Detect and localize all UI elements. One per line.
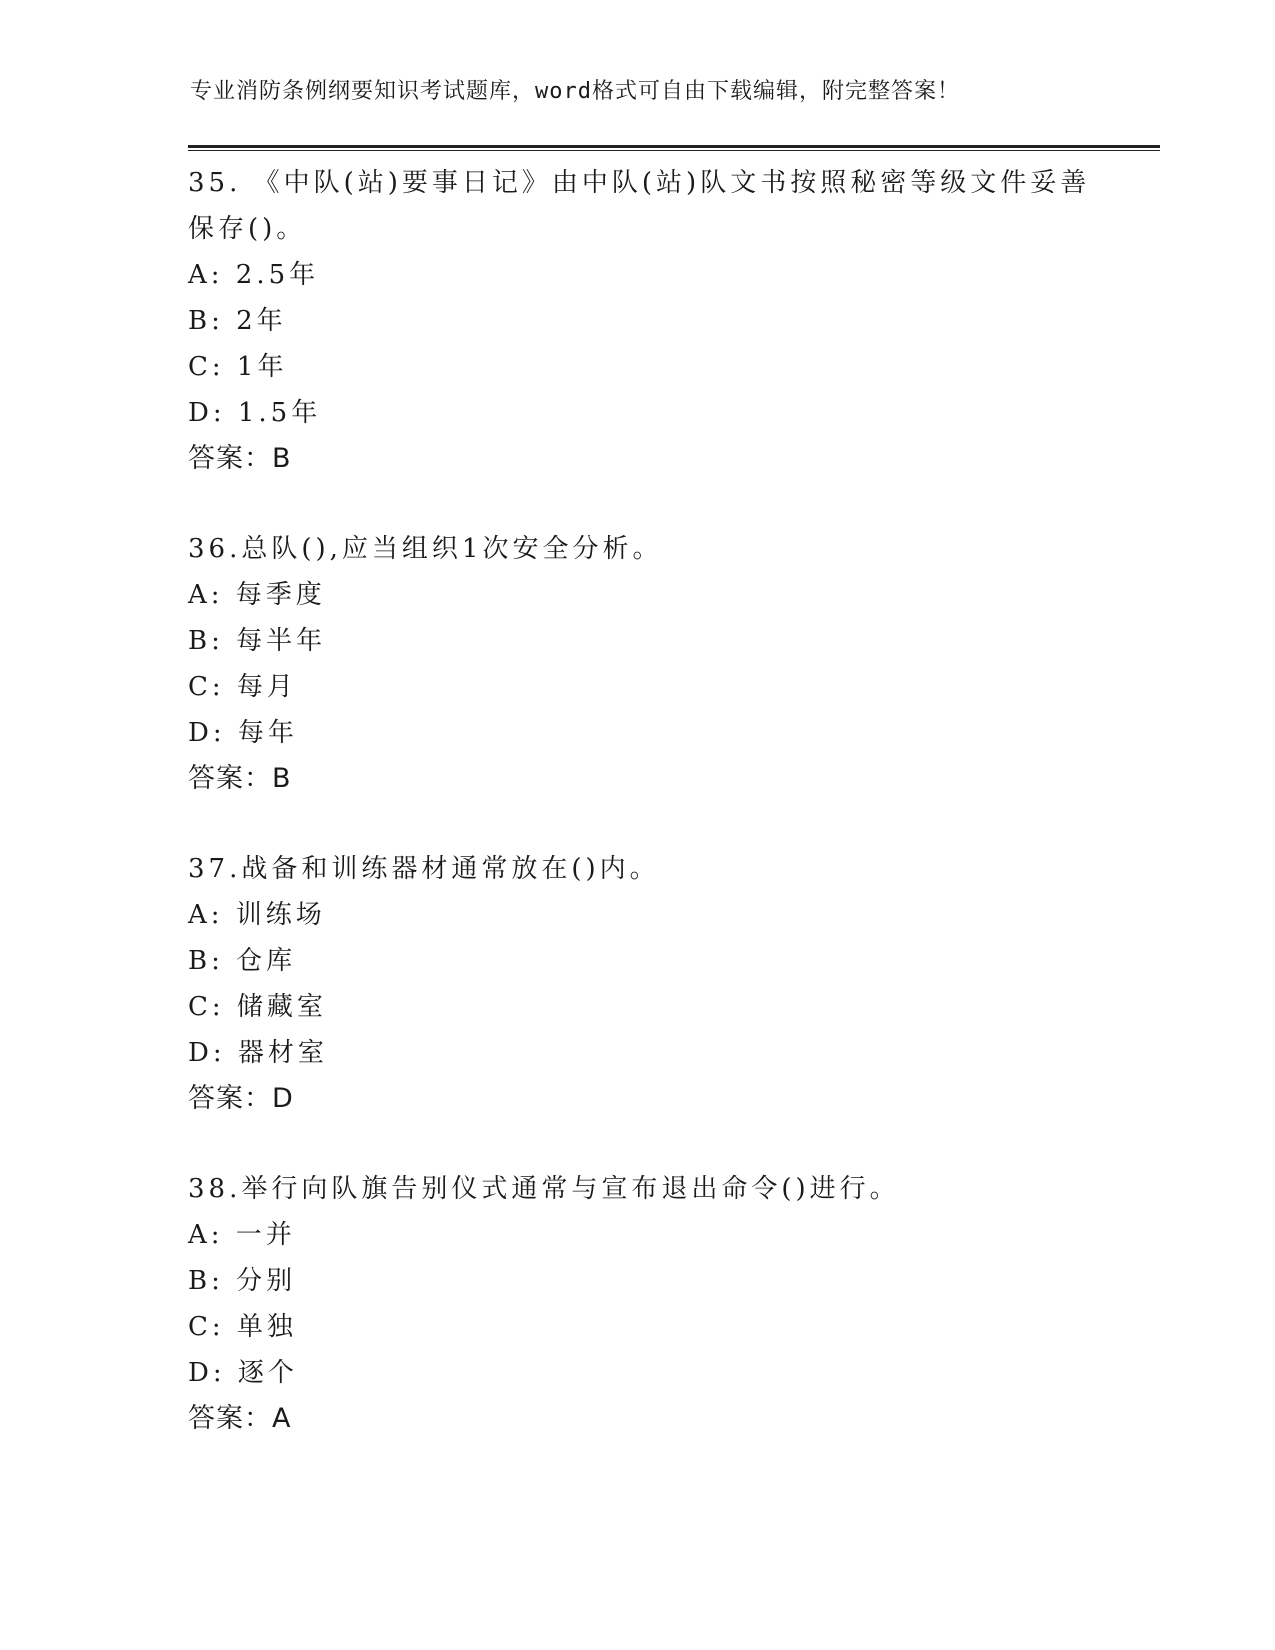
option-d: D: 逐个: [188, 1358, 298, 1388]
option-c: C: 储藏室: [188, 992, 327, 1022]
question-stem: 保存()。: [188, 214, 307, 244]
option-c: C: 每月: [188, 672, 297, 702]
answer: 答案：B: [188, 443, 292, 474]
option-c: C: 单独: [188, 1312, 297, 1342]
option-d: D: 1.5年: [188, 398, 322, 428]
answer: 答案：B: [188, 763, 292, 794]
question-stem: 37.战备和训练器材通常放在()内。: [188, 854, 660, 884]
page-header: 专业消防条例纲要知识考试题库，word格式可自由下载编辑，附完整答案！: [190, 79, 960, 104]
question-stem: 36.总队(),应当组织1次安全分析。: [188, 534, 663, 564]
spacer: [188, 802, 1128, 846]
question-35: [188, 160, 1128, 482]
answer: 答案：A: [188, 1403, 292, 1434]
question-36: [188, 526, 1128, 802]
option-a: A: 一并: [188, 1220, 296, 1250]
question-stem: 38.举行向队旗告别仪式通常与宣布退出命令()进行。: [188, 1174, 900, 1204]
option-a: A: 2.5年: [188, 260, 320, 290]
option-b: B: 2年: [188, 306, 287, 336]
question-38: [188, 1166, 1128, 1442]
answer: 答案：D: [188, 1083, 294, 1114]
option-c: C: 1年: [188, 352, 288, 382]
option-d: D: 器材室: [188, 1038, 328, 1068]
option-b: B: 每半年: [188, 626, 327, 656]
question-37: [188, 846, 1128, 1122]
question-list: [188, 160, 1128, 1442]
option-a: A: 每季度: [188, 580, 326, 610]
option-b: B: 分别: [188, 1266, 297, 1296]
option-d: D: 每年: [188, 718, 298, 748]
spacer: [188, 1122, 1128, 1166]
option-b: B: 仓库: [188, 946, 297, 976]
header-rule: [188, 145, 1160, 151]
option-a: A: 训练场: [188, 900, 326, 930]
question-stem: 35. 《中队(站)要事日记》由中队(站)队文书按照秘密等级文件妥善: [188, 168, 1091, 198]
spacer: [188, 482, 1128, 526]
